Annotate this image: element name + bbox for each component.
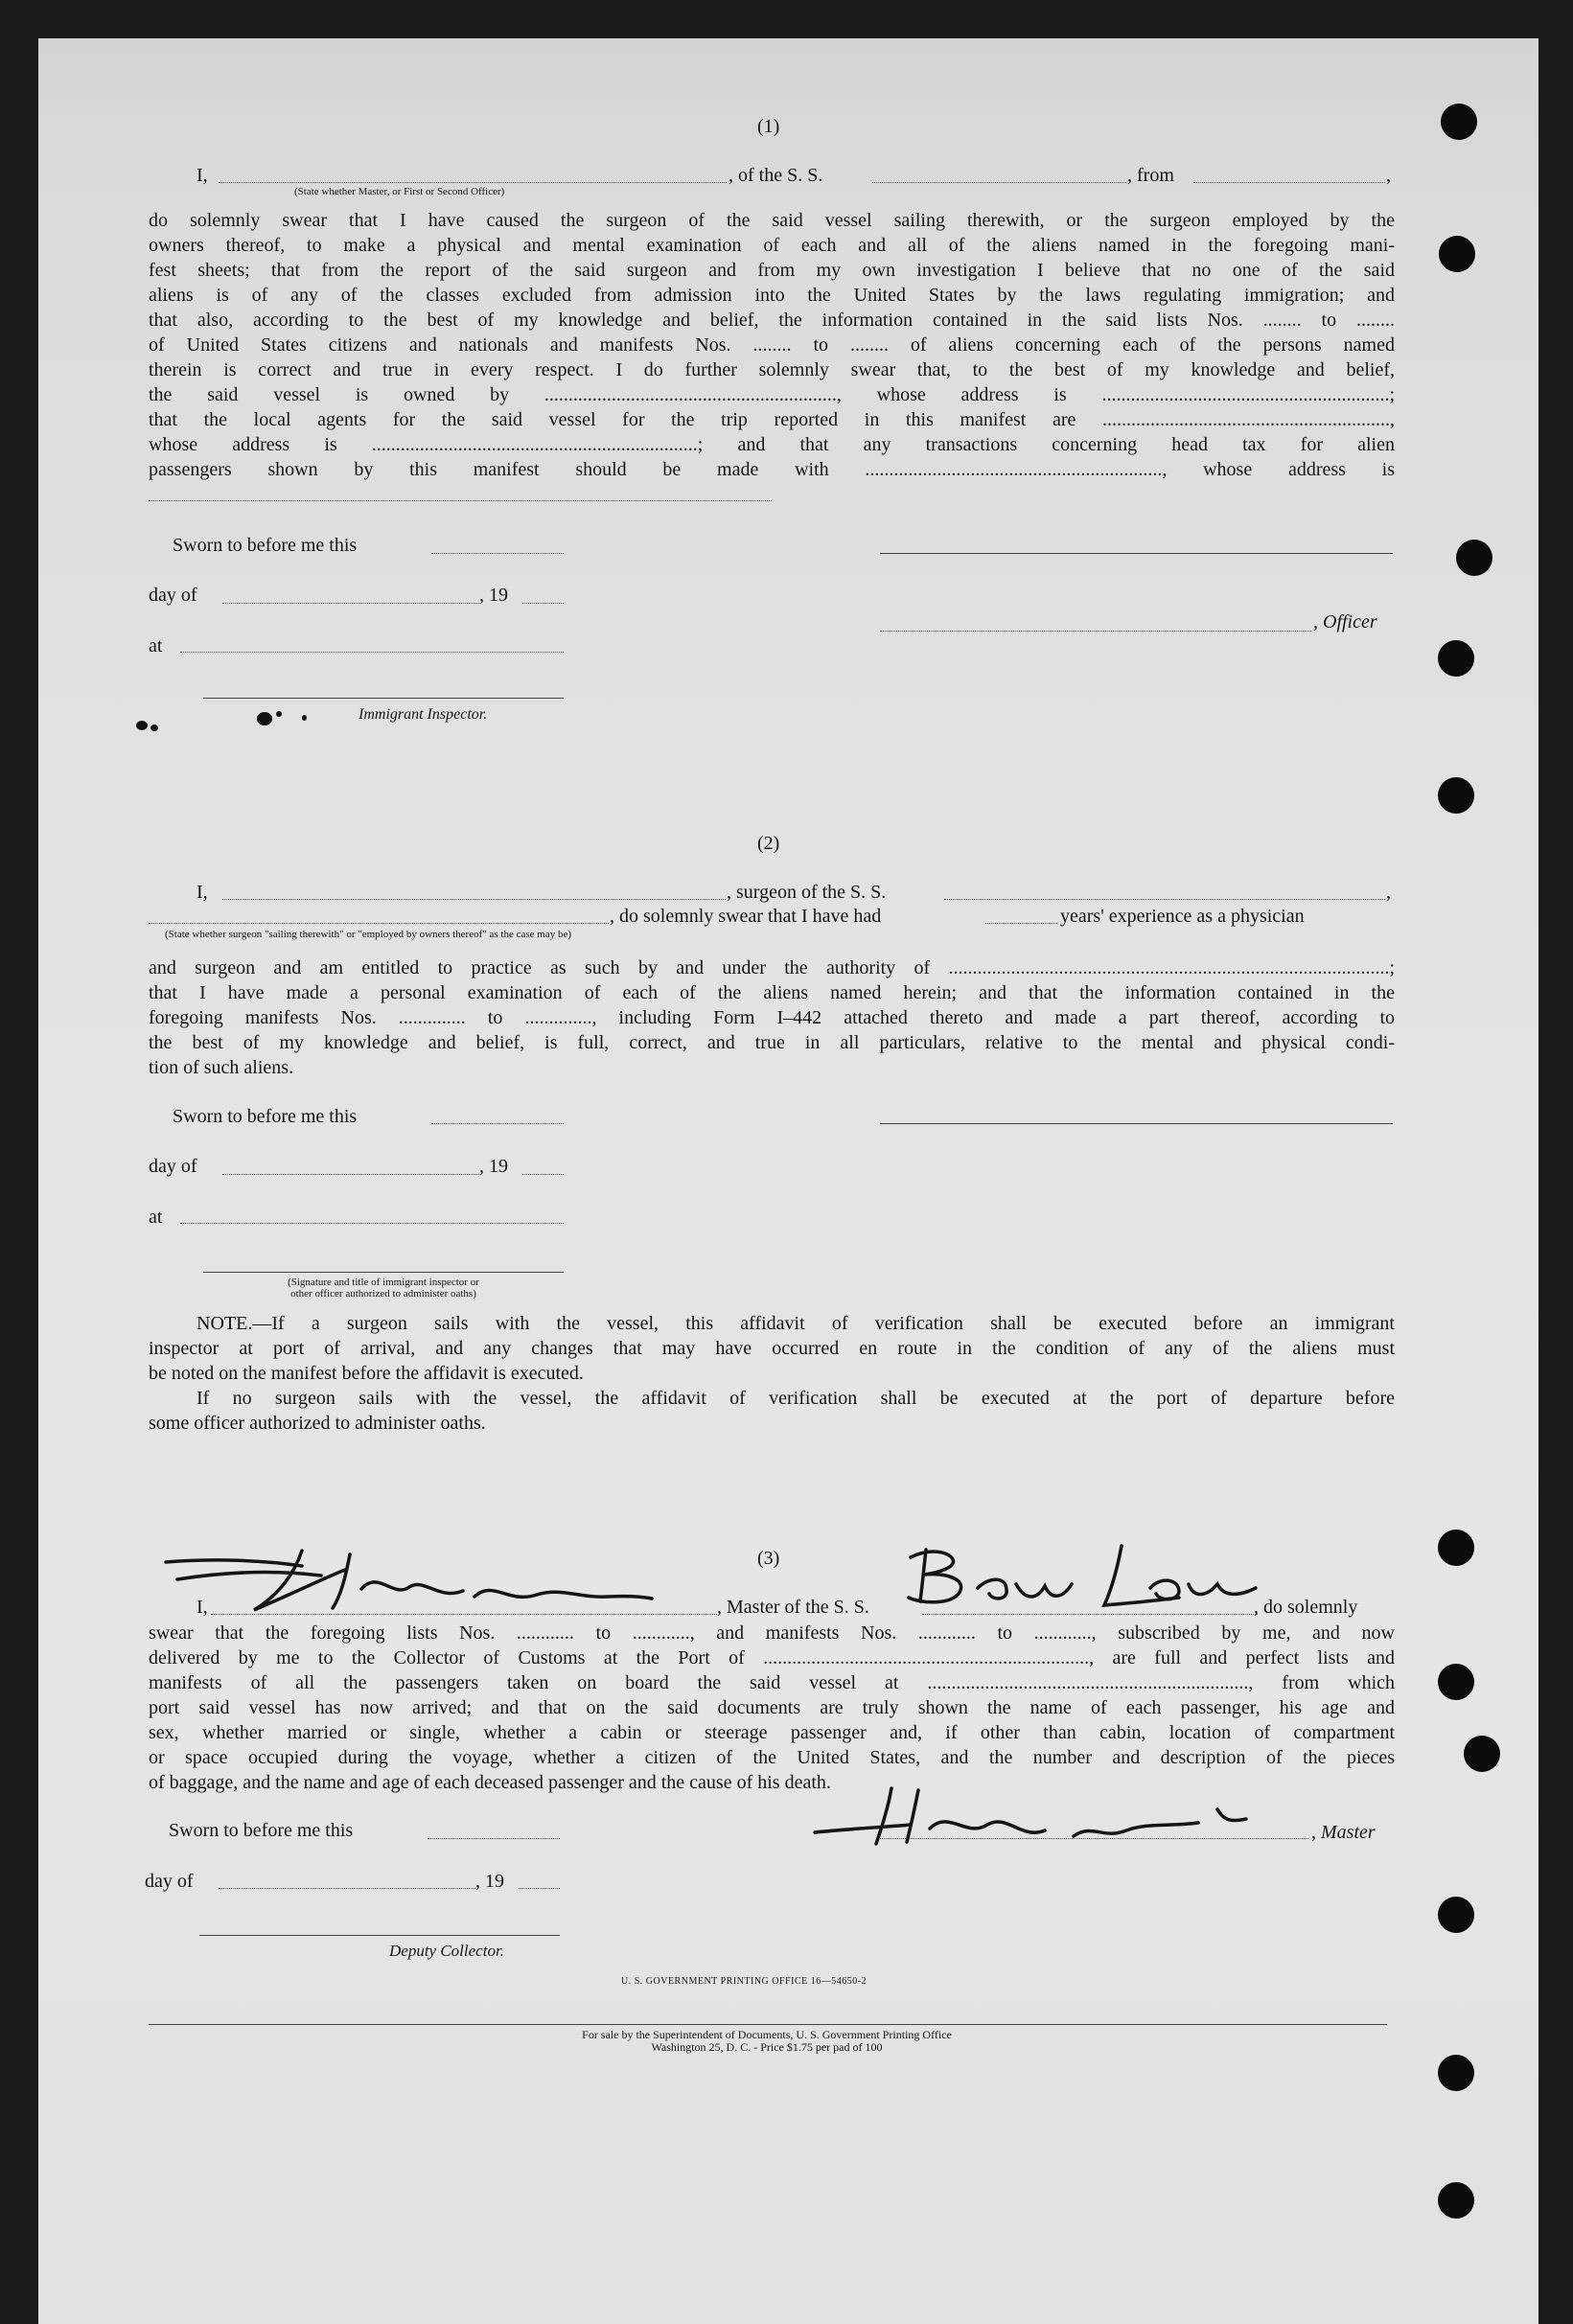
signature-line[interactable] (880, 553, 1393, 554)
body-line: fest sheets; that from the report of the said surgeon and from my own investigation I believe that no one of the said (149, 260, 1395, 281)
ink-blot-icon (150, 725, 158, 731)
vessel-name-handwriting-icon (901, 1538, 1265, 1615)
day-of-label: day of (149, 1156, 197, 1177)
punch-hole-icon (1464, 1736, 1500, 1772)
body-line: swear that the foregoing lists Nos. ............ to ............, and manifests Nos. ............ to ............, subscribed by me, and now (149, 1622, 1395, 1644)
sworn-date-field[interactable] (431, 553, 564, 554)
year-label: , 19 (479, 1156, 508, 1177)
punch-hole-icon (1438, 2055, 1474, 2091)
deputy-signature-line[interactable] (199, 1935, 560, 1936)
surgeon-name-field[interactable] (222, 899, 726, 900)
punch-hole-icon (1438, 777, 1474, 814)
year-label: , 19 (475, 1871, 504, 1892)
body-line: manifests of all the passengers taken on board the said vessel at ..................................................................., from which (149, 1672, 1395, 1693)
inspector-label: Immigrant Inspector. (359, 706, 488, 723)
punch-hole-icon (1438, 1897, 1474, 1933)
footer-rule (149, 2024, 1387, 2025)
sale-line-2: Washington 25, D. C. - Price $1.75 per pad of 100 (651, 2040, 883, 2054)
officer-name-field[interactable] (219, 182, 727, 183)
inspector-signature-line[interactable] (203, 698, 564, 699)
from-label: , from (1127, 165, 1174, 186)
line-i: I, (197, 165, 208, 186)
section-1-number: (1) (757, 116, 780, 137)
ink-blot-icon (136, 721, 148, 730)
note-line: inspector at port of arrival, and any changes that may have occurred en route in the condition of any of the aliens must (149, 1338, 1395, 1359)
state-note: (State whether surgeon "sailing therewith" or "employed by owners thereof" as the case may be) (165, 929, 572, 940)
punch-hole-icon (1438, 1530, 1474, 1566)
day-of-label: day of (145, 1871, 194, 1892)
punch-hole-icon (1439, 236, 1475, 272)
line-i: I, (197, 1597, 208, 1618)
master-signature-icon (158, 1541, 657, 1618)
punch-hole-icon (1456, 540, 1492, 576)
sig-note-2: other officer authorized to administer oaths) (290, 1288, 476, 1300)
at-label: at (149, 1207, 163, 1228)
body-line: port said vessel has now arrived; and that on the said documents are truly shown the name of each passenger, his age and (149, 1697, 1395, 1718)
gpo-imprint: U. S. GOVERNMENT PRINTING OFFICE 16—54650-2 (621, 1976, 867, 1987)
body-line: of baggage, and the name and age of each deceased passenger and the cause of his death. (149, 1772, 831, 1793)
years-field[interactable] (985, 923, 1057, 924)
inspector-signature-line[interactable] (203, 1272, 564, 1273)
punch-hole-icon (1438, 1664, 1474, 1700)
body-line: that the local agents for the said vessel for the trip reported in this manifest are ............................................................, (149, 409, 1395, 430)
signature-line[interactable] (880, 1123, 1393, 1124)
ink-blot-icon (276, 711, 282, 717)
section-2-number: (2) (757, 833, 780, 854)
body-line: tion of such aliens. (149, 1057, 294, 1078)
sworn-date-field[interactable] (431, 1123, 564, 1124)
officer-label: , Officer (1313, 611, 1377, 633)
address-continuation-field[interactable] (149, 500, 772, 501)
ink-blot-icon (257, 712, 272, 725)
line-i: I, (197, 882, 208, 903)
vessel-name-field[interactable] (944, 899, 1385, 900)
do-solemnly-label: , do solemnly (1254, 1597, 1358, 1618)
year-field[interactable] (522, 603, 564, 604)
body-line: of United States citizens and nationals and manifests Nos. ........ to ........ of aliens concerning each of the persons named (149, 334, 1395, 356)
surgeon-status-field[interactable] (149, 923, 609, 924)
day-of-label: day of (149, 585, 197, 606)
body-line: do solemnly swear that I have caused the surgeon of the said vessel sailing therewith, or the surgeon employed by the (149, 210, 1395, 231)
year-label: , 19 (479, 585, 508, 606)
day-of-field[interactable] (222, 603, 479, 604)
surgeon-of-label: , surgeon of the S. S. (727, 882, 887, 903)
of-ss-label: , of the S. S. (729, 165, 823, 186)
at-label: at (149, 635, 163, 656)
note-line: NOTE.—If a surgeon sails with the vessel, this affidavit of verification shall be executed before an immigrant (197, 1313, 1395, 1334)
at-field[interactable] (180, 1223, 564, 1224)
note-line: be noted on the manifest before the affidavit is executed. (149, 1363, 584, 1384)
swear-label: , do solemnly swear that I have had (610, 906, 882, 927)
year-field[interactable] (519, 1888, 560, 1889)
body-line: therein is correct and true in every respect. I do further solemnly swear that, to the best of my knowledge and belief, (149, 359, 1395, 380)
master-signature-icon (796, 1781, 1275, 1850)
body-line: that I have made a personal examination of each of the aliens named herein; and that the information contained in the (149, 982, 1395, 1003)
body-line: that also, according to the best of my knowledge and belief, the information contained in the said lists Nos. ........ to ........ (149, 310, 1395, 331)
note-line: some officer authorized to administer oaths. (149, 1413, 486, 1434)
day-of-field[interactable] (222, 1174, 479, 1175)
body-line: sex, whether married or single, whether a cabin or steerage passenger and, if other than cabin, location of compartment (149, 1722, 1395, 1743)
master-label: , Master (1311, 1822, 1376, 1843)
punch-hole-icon (1441, 104, 1477, 140)
body-line: passengers shown by this manifest should be made with .............................................................., whose address is (149, 459, 1395, 480)
body-line: the said vessel is owned by ............................................................., whose address is ............................................................; (149, 384, 1395, 405)
comma: , (1386, 165, 1391, 186)
body-line: whose address is ....................................................................; and that any transactions concerning head tax for alien (149, 434, 1395, 455)
body-line: aliens is of any of the classes excluded from admission into the United States by the laws regulating immigration; and (149, 285, 1395, 306)
from-field[interactable] (1193, 182, 1385, 183)
sworn-label: Sworn to before me this (173, 1106, 358, 1127)
section-3-number: (3) (757, 1548, 780, 1569)
at-field[interactable] (180, 652, 564, 653)
note-line: If no surgeon sails with the vessel, the affidavit of verification shall be executed at the port of departure before (197, 1388, 1395, 1409)
year-field[interactable] (522, 1174, 564, 1175)
comma: , (1386, 882, 1391, 903)
sworn-label: Sworn to before me this (173, 535, 358, 556)
body-line: or space occupied during the voyage, whether a citizen of the United States, and the number and description of the pieces (149, 1747, 1395, 1768)
body-line: the best of my knowledge and belief, is full, correct, and true in all particulars, relative to the mental and physical condi- (149, 1032, 1395, 1053)
sworn-date-field[interactable] (428, 1838, 560, 1839)
sworn-label: Sworn to before me this (169, 1820, 354, 1841)
punch-hole-icon (1438, 2182, 1474, 2219)
years-label: years' experience as a physician (1060, 906, 1305, 927)
body-line: delivered by me to the Collector of Customs at the Port of ...................................................................., are full and perfect lists and (149, 1647, 1395, 1668)
body-line: and surgeon and am entitled to practice as such by and under the authority of ............................................................................................; (149, 957, 1395, 978)
punch-hole-icon (1438, 640, 1474, 677)
deputy-label: Deputy Collector. (389, 1942, 504, 1960)
officer-signature-field[interactable] (880, 631, 1311, 632)
sig-note-1: (Signature and title of immigrant inspector or (288, 1277, 479, 1288)
body-line: owners thereof, to make a physical and mental examination of each and all of the aliens named in the foregoing mani- (149, 235, 1395, 256)
ink-blot-icon (302, 715, 307, 721)
vessel-name-field[interactable] (872, 182, 1126, 183)
sale-line-1: For sale by the Superintendent of Documents, U. S. Government Printing Office (582, 2028, 952, 2041)
day-of-field[interactable] (219, 1888, 475, 1889)
state-note: (State whether Master, or First or Second Officer) (294, 186, 505, 197)
master-of-label: , Master of the S. S. (717, 1597, 869, 1618)
body-line: foregoing manifests Nos. .............. to .............., including Form I–442 attached thereto and made a part thereof, according to (149, 1007, 1395, 1028)
